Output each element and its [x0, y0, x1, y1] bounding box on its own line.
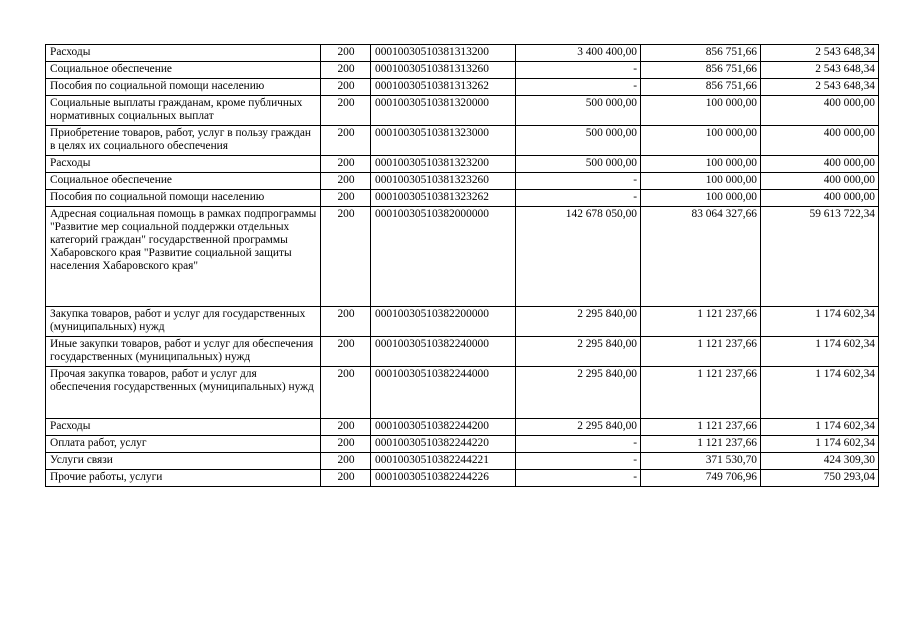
row-name-cell: Прочая закупка товаров, работ и услуг для обеспечения государственных (муниципальных) нужд [46, 367, 321, 419]
row-unexecuted-amount-cell: 400 000,00 [761, 126, 879, 156]
row-approved-amount-cell: 500 000,00 [516, 96, 641, 126]
table-row [46, 190, 879, 207]
row-budget-code-cell: 00010030510382000000 [371, 207, 516, 307]
row-name-cell: Социальное обеспечение [46, 173, 321, 190]
row-unexecuted-amount-cell: 1 174 602,34 [761, 419, 879, 436]
row-unexecuted-amount-cell: 424 309,30 [761, 453, 879, 470]
row-line-code-cell: 200 [321, 419, 371, 436]
row-line-code-cell: 200 [321, 173, 371, 190]
row-line-code-cell: 200 [321, 126, 371, 156]
row-approved-amount-cell: 2 295 840,00 [516, 419, 641, 436]
row-name-cell: Расходы [46, 419, 321, 436]
row-unexecuted-amount-cell: 2 543 648,34 [761, 79, 879, 96]
row-budget-code-cell: 00010030510382244220 [371, 436, 516, 453]
row-line-code-cell: 200 [321, 156, 371, 173]
table-row [46, 45, 879, 62]
table-row [46, 367, 879, 419]
row-line-code-cell: 200 [321, 307, 371, 337]
row-executed-amount-cell: 856 751,66 [641, 62, 761, 79]
row-line-code-cell: 200 [321, 62, 371, 79]
row-budget-code-cell: 00010030510381323260 [371, 173, 516, 190]
row-approved-amount-cell: 142 678 050,00 [516, 207, 641, 307]
row-executed-amount-cell: 856 751,66 [641, 45, 761, 62]
table-row [46, 419, 879, 436]
row-line-code-cell: 200 [321, 470, 371, 487]
table-row [46, 453, 879, 470]
row-line-code-cell: 200 [321, 207, 371, 307]
row-budget-code-cell: 00010030510382240000 [371, 337, 516, 367]
row-name-cell: Приобретение товаров, работ, услуг в пользу граждан в целях их социального обеспечения [46, 126, 321, 156]
table-row [46, 96, 879, 126]
row-executed-amount-cell: 100 000,00 [641, 126, 761, 156]
row-budget-code-cell: 00010030510381313260 [371, 62, 516, 79]
row-approved-amount-cell: - [516, 62, 641, 79]
row-budget-code-cell: 00010030510382200000 [371, 307, 516, 337]
row-approved-amount-cell: - [516, 173, 641, 190]
row-unexecuted-amount-cell: 400 000,00 [761, 96, 879, 126]
row-approved-amount-cell: 2 295 840,00 [516, 337, 641, 367]
table-row [46, 436, 879, 453]
row-approved-amount-cell: - [516, 453, 641, 470]
row-budget-code-cell: 00010030510382244226 [371, 470, 516, 487]
row-executed-amount-cell: 1 121 237,66 [641, 419, 761, 436]
row-name-cell: Социальное обеспечение [46, 62, 321, 79]
row-budget-code-cell: 00010030510381313200 [371, 45, 516, 62]
row-name-cell: Закупка товаров, работ и услуг для государственных (муниципальных) нужд [46, 307, 321, 337]
table-body [46, 45, 879, 487]
row-approved-amount-cell: - [516, 470, 641, 487]
row-unexecuted-amount-cell: 750 293,04 [761, 470, 879, 487]
table-row [46, 173, 879, 190]
row-name-cell: Социальные выплаты гражданам, кроме публичных нормативных социальных выплат [46, 96, 321, 126]
row-executed-amount-cell: 1 121 237,66 [641, 367, 761, 419]
row-executed-amount-cell: 100 000,00 [641, 96, 761, 126]
row-line-code-cell: 200 [321, 45, 371, 62]
table-row [46, 156, 879, 173]
row-approved-amount-cell: 3 400 400,00 [516, 45, 641, 62]
row-executed-amount-cell: 749 706,96 [641, 470, 761, 487]
row-budget-code-cell: 00010030510381323200 [371, 156, 516, 173]
row-budget-code-cell: 00010030510381323262 [371, 190, 516, 207]
table-row [46, 207, 879, 307]
row-line-code-cell: 200 [321, 337, 371, 367]
row-budget-code-cell: 00010030510382244200 [371, 419, 516, 436]
row-line-code-cell: 200 [321, 79, 371, 96]
row-line-code-cell: 200 [321, 367, 371, 419]
row-line-code-cell: 200 [321, 96, 371, 126]
table-row [46, 337, 879, 367]
row-unexecuted-amount-cell: 1 174 602,34 [761, 436, 879, 453]
row-approved-amount-cell: 500 000,00 [516, 126, 641, 156]
row-approved-amount-cell: 2 295 840,00 [516, 307, 641, 337]
row-unexecuted-amount-cell: 2 543 648,34 [761, 45, 879, 62]
row-name-cell: Пособия по социальной помощи населению [46, 79, 321, 96]
row-name-cell: Расходы [46, 45, 321, 62]
row-unexecuted-amount-cell: 400 000,00 [761, 156, 879, 173]
row-name-cell: Иные закупки товаров, работ и услуг для обеспечения государственных (муниципальных) нужд [46, 337, 321, 367]
row-name-cell: Прочие работы, услуги [46, 470, 321, 487]
row-executed-amount-cell: 100 000,00 [641, 190, 761, 207]
row-approved-amount-cell: - [516, 436, 641, 453]
table-row [46, 79, 879, 96]
row-executed-amount-cell: 100 000,00 [641, 156, 761, 173]
row-name-cell: Оплата работ, услуг [46, 436, 321, 453]
row-executed-amount-cell: 856 751,66 [641, 79, 761, 96]
row-unexecuted-amount-cell: 400 000,00 [761, 190, 879, 207]
row-budget-code-cell: 00010030510381320000 [371, 96, 516, 126]
row-line-code-cell: 200 [321, 190, 371, 207]
row-budget-code-cell: 00010030510381313262 [371, 79, 516, 96]
row-budget-code-cell: 00010030510381323000 [371, 126, 516, 156]
row-name-cell: Расходы [46, 156, 321, 173]
row-executed-amount-cell: 100 000,00 [641, 173, 761, 190]
row-budget-code-cell: 00010030510382244221 [371, 453, 516, 470]
row-unexecuted-amount-cell: 2 543 648,34 [761, 62, 879, 79]
row-budget-code-cell: 00010030510382244000 [371, 367, 516, 419]
table-row [46, 126, 879, 156]
row-unexecuted-amount-cell: 1 174 602,34 [761, 337, 879, 367]
row-approved-amount-cell: - [516, 190, 641, 207]
row-executed-amount-cell: 1 121 237,66 [641, 307, 761, 337]
table-row [46, 307, 879, 337]
row-approved-amount-cell: 500 000,00 [516, 156, 641, 173]
budget-execution-table [45, 44, 879, 487]
row-executed-amount-cell: 83 064 327,66 [641, 207, 761, 307]
row-line-code-cell: 200 [321, 436, 371, 453]
row-unexecuted-amount-cell: 59 613 722,34 [761, 207, 879, 307]
row-name-cell: Услуги связи [46, 453, 321, 470]
row-unexecuted-amount-cell: 1 174 602,34 [761, 367, 879, 419]
row-executed-amount-cell: 1 121 237,66 [641, 436, 761, 453]
row-executed-amount-cell: 371 530,70 [641, 453, 761, 470]
row-approved-amount-cell: 2 295 840,00 [516, 367, 641, 419]
row-approved-amount-cell: - [516, 79, 641, 96]
row-name-cell: Пособия по социальной помощи населению [46, 190, 321, 207]
row-name-cell: Адресная социальная помощь в рамках подпрограммы "Развитие мер социальной поддержки отдельных категорий граждан" государственной программы Хабаровского края "Развитие социальной защиты населения Хабаровского края" [46, 207, 321, 307]
table-row [46, 62, 879, 79]
row-executed-amount-cell: 1 121 237,66 [641, 337, 761, 367]
row-unexecuted-amount-cell: 1 174 602,34 [761, 307, 879, 337]
table-row [46, 470, 879, 487]
row-line-code-cell: 200 [321, 453, 371, 470]
row-unexecuted-amount-cell: 400 000,00 [761, 173, 879, 190]
